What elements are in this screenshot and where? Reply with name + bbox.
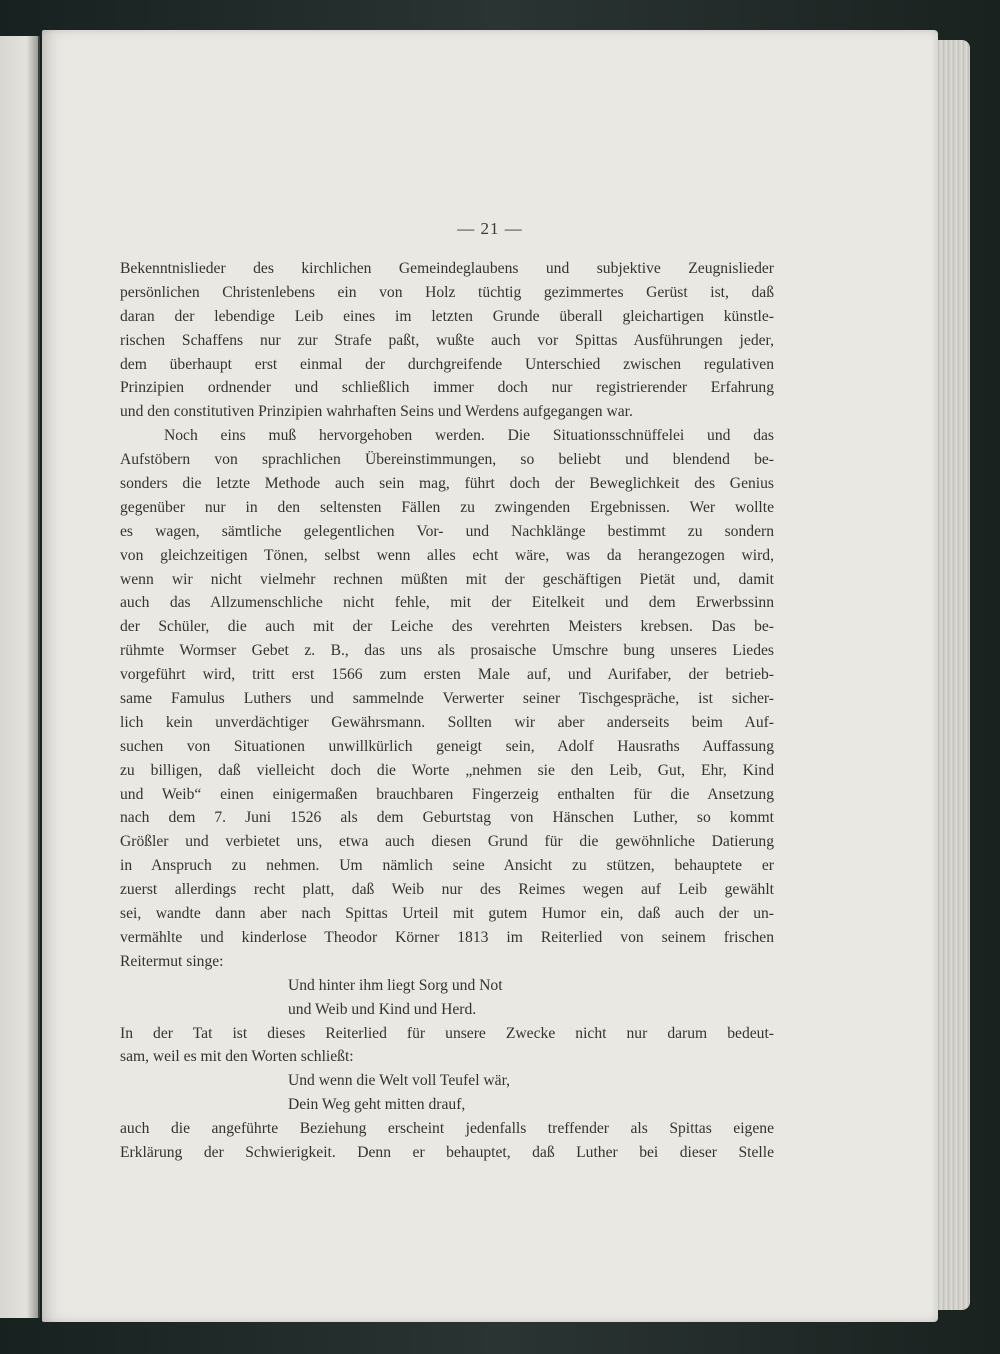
text-line: Noch eins muß hervorgehoben werden. Die Situationsschnüffelei und das bbox=[164, 427, 774, 445]
text-line: wenn wir nicht vielmehr rechnen müßten mit der geschäftigen Pietät und, damit bbox=[120, 570, 774, 588]
text-line: Größler und verbietet uns, etwa auch diesen Grund für die gewöhnliche Datierung bbox=[120, 833, 774, 851]
verse-line: Dein Weg geht mitten drauf, bbox=[288, 1096, 466, 1114]
text-line: vermählte und kinderlose Theodor Körner 1813 im Reiterlied von seinem frischen bbox=[120, 928, 774, 946]
text-line: Erklärung der Schwierigkeit. Denn er behauptet, daß Luther bei dieser Stelle bbox=[120, 1143, 774, 1161]
text-line: rühmte Wormser Gebet z. B., das uns als prosaische Umschre bung unseres Liedes bbox=[120, 642, 774, 660]
text-line: sam, weil es mit den Worten schließt: bbox=[120, 1048, 354, 1066]
text-line: In der Tat ist dieses Reiterlied für unsere Zwecke nicht nur darum bedeut- bbox=[120, 1024, 774, 1042]
text-line: Bekenntnislieder des kirchlichen Gemeindeglaubens und subjektive Zeugnislieder bbox=[120, 260, 774, 277]
verse-line: Und hinter ihm liegt Sorg und Not bbox=[288, 976, 503, 994]
text-line: zuerst allerdings recht platt, daß Weib nur des Reimes wegen auf Leib gewählt bbox=[120, 881, 774, 899]
text-line: daran der lebendige Leib eines im letzten Grunde überall gleichartigen künstle- bbox=[120, 307, 774, 325]
text-line: sei, wandte dann aber nach Spittas Urteil mit gutem Humor ein, daß auch der un- bbox=[120, 905, 774, 923]
text-line: same Famulus Luthers und sammelnde Verwerter seiner Tischgespräche, ist sicher- bbox=[120, 690, 774, 708]
text-line: rischen Schaffens nur zur Strafe paßt, wußte auch vor Spittas Ausführungen jeder, bbox=[120, 331, 774, 349]
text-line: Reitermut singe: bbox=[120, 952, 224, 970]
text-line: dem überhaupt erst einmal der durchgreifende Unterschied zwischen regulativen bbox=[120, 355, 774, 373]
body-text bbox=[120, 257, 774, 1165]
text-line: Prinzipien ordnender und schließlich immer doch nur registrierender Erfahrung bbox=[120, 379, 774, 397]
text-line: und den constitutiven Prinzipien wahrhaften Seins und Werdens aufgegangen war. bbox=[120, 403, 633, 421]
text-line: sonders die letzte Methode auch sein mag, führt doch der Beweglichkeit des Genius bbox=[120, 475, 774, 493]
text-line: in Anspruch zu nehmen. Um nämlich seine Ansicht zu stützen, behauptete er bbox=[120, 857, 774, 875]
verse-line: und Weib und Kind und Herd. bbox=[288, 1000, 477, 1018]
text-line: und Weib“ einen einigermaßen brauchbaren Fingerzeig enthalten für die Ansetzung bbox=[120, 785, 774, 803]
text-line: persönlichen Christenlebens ein von Holz tüchtig gezimmertes Gerüst ist, daß bbox=[120, 283, 774, 301]
text-line: Aufstöbern von sprachlichen Übereinstimmungen, so beliebt und blendend be- bbox=[120, 451, 774, 469]
page-number: — 21 — bbox=[457, 219, 523, 238]
text-line: suchen von Situationen unwillkürlich geneigt sein, Adolf Hausraths Auffassung bbox=[120, 737, 774, 755]
verse-line: Und wenn die Welt voll Teufel wär, bbox=[288, 1072, 511, 1090]
left-page-edge bbox=[0, 36, 40, 1318]
text-line: auch die angeführte Beziehung erscheint jedenfalls treffender als Spittas eigene bbox=[120, 1120, 774, 1138]
text-line: von gleichzeitigen Tönen, selbst wenn alles echt wäre, was da herangezogen wird, bbox=[120, 546, 774, 564]
text-line: gegenüber nur in den seltensten Fällen zu zwingenden Ergebnissen. Wer wollte bbox=[120, 498, 774, 516]
text-line: vorgeführt wird, tritt erst 1566 zum ersten Male auf, und Aurifaber, der betrieb- bbox=[120, 666, 774, 684]
text-line: es wagen, sämtliche gelegentlichen Vor- und Nachklänge bestimmt zu sondern bbox=[120, 522, 774, 540]
text-line: auch das Allzumenschliche nicht fehle, mit der Eitelkeit und dem Erwerbssinn bbox=[120, 594, 774, 612]
book-page bbox=[42, 30, 938, 1322]
text-line: der Schüler, die auch mit der Leiche des verehrten Meisters krebsen. Das be- bbox=[120, 618, 774, 636]
text-line: zu billigen, daß vielleicht doch die Worte „nehmen sie den Leib, Gut, Ehr, Kind bbox=[120, 761, 774, 779]
text-line: nach dem 7. Juni 1526 als dem Geburtstag von Hänschen Luther, so kommt bbox=[120, 809, 774, 827]
text-line: lich kein unverdächtiger Gewährsmann. Sollten wir aber anderseits beim Auf- bbox=[120, 713, 774, 731]
